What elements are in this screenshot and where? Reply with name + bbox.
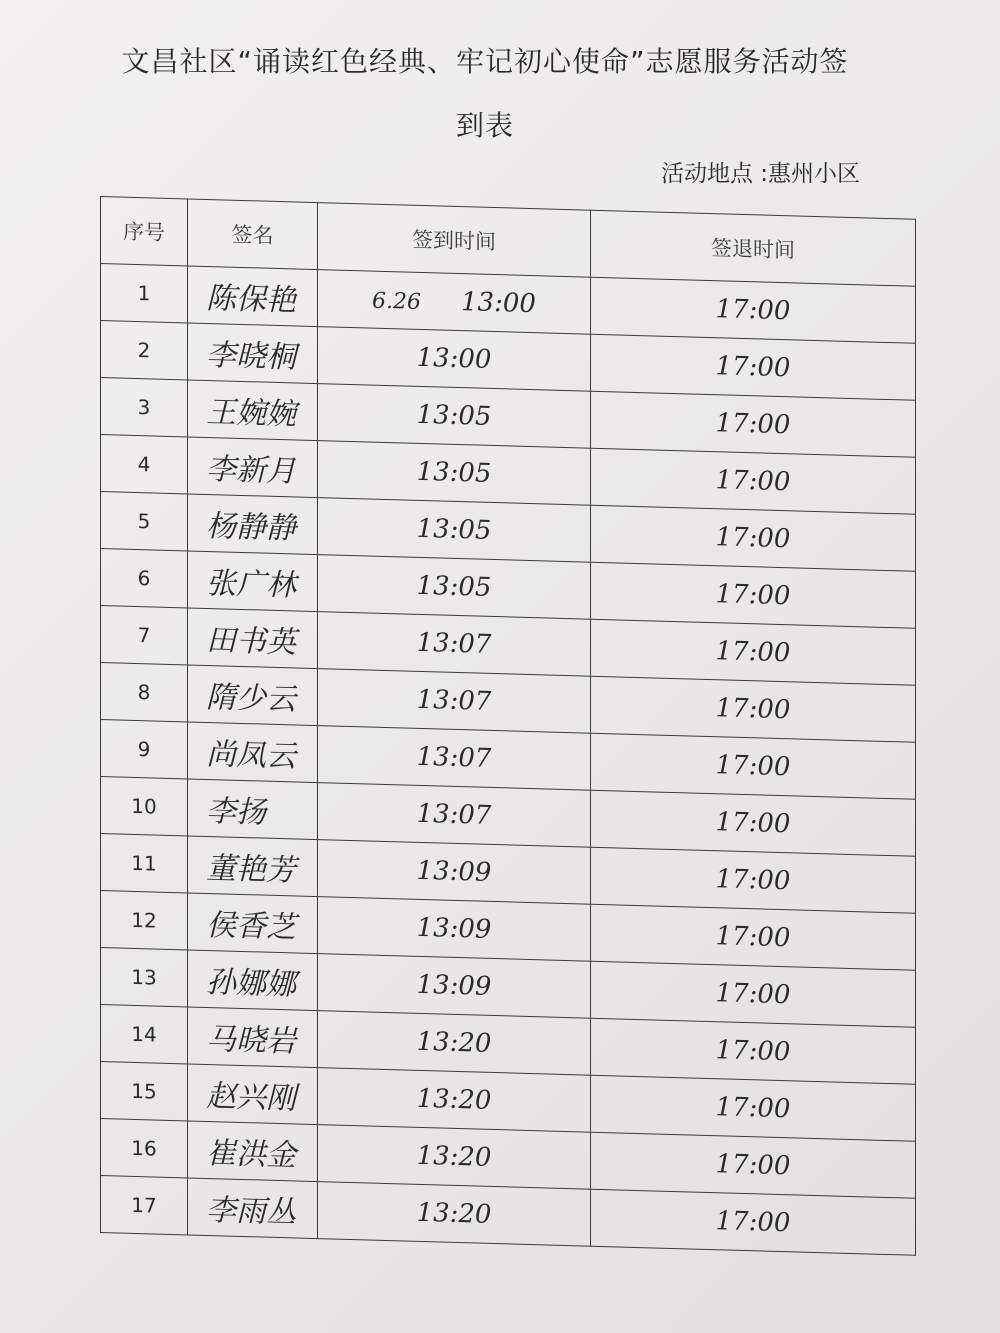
- row-signature: 李扬: [188, 779, 318, 840]
- row-index: 7: [101, 606, 188, 665]
- row-signature: 马晓岩: [188, 1007, 318, 1068]
- row-index: 2: [101, 321, 188, 380]
- row-sign-in-value: 13:09: [416, 969, 492, 1002]
- row-index: 8: [101, 663, 188, 722]
- row-index: 13: [101, 948, 188, 1007]
- row-sign-in-time: [318, 384, 591, 449]
- row-sign-out-time: 17:00: [591, 391, 916, 457]
- row-sign-out-time: 17:00: [591, 562, 916, 628]
- row-signature: 陈保艳: [188, 266, 318, 327]
- row-sign-in-value: 13:05: [416, 570, 492, 603]
- row-sign-in-value: 13:09: [416, 855, 492, 888]
- sign-in-table: [100, 196, 916, 1256]
- activity-location: 活动地点 :惠州小区: [660, 161, 860, 187]
- row-sign-in-time: [318, 726, 591, 791]
- row-sign-out-time: 17:00: [591, 505, 916, 571]
- row-index: 6: [101, 549, 188, 608]
- row-signature: 孙娜娜: [188, 950, 318, 1011]
- row-sign-out-time: 17:00: [591, 1018, 916, 1084]
- row-sign-in-value: 13:20: [416, 1197, 492, 1230]
- row-sign-in-time: [318, 1068, 591, 1133]
- row-sign-out-time: 17:00: [591, 334, 916, 400]
- row-date: 6.26: [372, 288, 422, 315]
- row-sign-in-time: [318, 441, 591, 506]
- row-index: 5: [101, 492, 188, 551]
- row-index: 1: [101, 264, 188, 323]
- row-signature: 张广林: [188, 551, 318, 612]
- row-index: 11: [101, 834, 188, 893]
- row-signature: 尚凤云: [188, 722, 318, 783]
- row-index: 9: [101, 720, 188, 779]
- row-sign-out-time: 17:00: [591, 619, 916, 685]
- row-sign-in-value: 13:07: [416, 684, 492, 717]
- row-sign-in-value: 13:05: [416, 513, 492, 546]
- row-index: 17: [101, 1176, 188, 1235]
- row-sign-in-time: [318, 555, 591, 620]
- row-sign-in-time: [318, 1011, 591, 1076]
- row-sign-out-time: 17:00: [591, 448, 916, 514]
- form-title: 文昌社区“诵读红色经典、牢记初心使命”志愿服务活动签: [121, 45, 849, 78]
- form-title-continued: 到表: [455, 109, 514, 142]
- row-sign-in-value: 13:07: [416, 798, 492, 831]
- row-sign-in-value: 13:20: [416, 1083, 492, 1116]
- header-sign-out-time: 签退时间: [591, 210, 916, 286]
- row-sign-out-time: 17:00: [591, 904, 916, 970]
- row-signature: 李新月: [188, 437, 318, 498]
- row-sign-in-value: 13:00: [416, 342, 492, 375]
- row-signature: 王婉婉: [188, 380, 318, 441]
- header-index: 序号: [101, 197, 188, 266]
- row-sign-in-time: [318, 1125, 591, 1190]
- row-sign-in-time: [318, 897, 591, 962]
- row-sign-in-time: [318, 840, 591, 905]
- row-sign-out-time: 17:00: [591, 1075, 916, 1141]
- row-index: 12: [101, 891, 188, 950]
- row-sign-in-time: [318, 783, 591, 848]
- row-sign-in-value: 13:09: [416, 912, 492, 945]
- row-sign-out-time: 17:00: [591, 1189, 916, 1255]
- row-index: 4: [101, 435, 188, 494]
- row-sign-out-time: 17:00: [591, 676, 916, 742]
- row-sign-in-time: [318, 327, 591, 392]
- row-sign-in-time: [318, 669, 591, 734]
- row-index: 15: [101, 1062, 188, 1121]
- row-index: 16: [101, 1119, 188, 1178]
- row-sign-in-value: 13:20: [416, 1026, 492, 1059]
- row-signature: 侯香芝: [188, 893, 318, 954]
- row-index: 3: [101, 378, 188, 437]
- row-sign-in-time: [318, 612, 591, 677]
- row-sign-in-value: 13:05: [416, 456, 492, 489]
- row-sign-in-time: [318, 498, 591, 563]
- row-signature: 李雨丛: [188, 1178, 318, 1239]
- row-sign-in-time: [318, 954, 591, 1019]
- row-sign-out-time: 17:00: [591, 1132, 916, 1198]
- row-sign-out-time: 17:00: [591, 847, 916, 913]
- row-sign-in-value: 13:07: [416, 741, 492, 774]
- row-sign-in-value: 13:00: [461, 287, 536, 320]
- row-sign-in-time: [318, 270, 591, 335]
- row-sign-in-value: 13:20: [416, 1140, 492, 1173]
- sign-in-table-wrapper: [100, 196, 915, 1256]
- row-sign-out-time: 17:00: [591, 733, 916, 799]
- row-signature: 崔洪金: [188, 1121, 318, 1182]
- row-index: 14: [101, 1005, 188, 1064]
- row-signature: 董艳芳: [188, 836, 318, 897]
- header-sign-in-time: 签到时间: [318, 203, 591, 278]
- row-sign-in-time: [318, 1182, 591, 1247]
- row-sign-out-time: 17:00: [591, 961, 916, 1027]
- row-sign-out-time: 17:00: [591, 277, 916, 343]
- row-signature: 杨静静: [188, 494, 318, 555]
- row-sign-in-value: 13:07: [416, 627, 492, 660]
- row-signature: 隋少云: [188, 665, 318, 726]
- header-signature: 签名: [188, 199, 318, 270]
- row-index: 10: [101, 777, 188, 836]
- row-signature: 李晓桐: [188, 323, 318, 384]
- row-signature: 赵兴刚: [188, 1064, 318, 1125]
- row-sign-out-time: 17:00: [591, 790, 916, 856]
- row-signature: 田书英: [188, 608, 318, 669]
- row-sign-in-value: 13:05: [416, 399, 492, 432]
